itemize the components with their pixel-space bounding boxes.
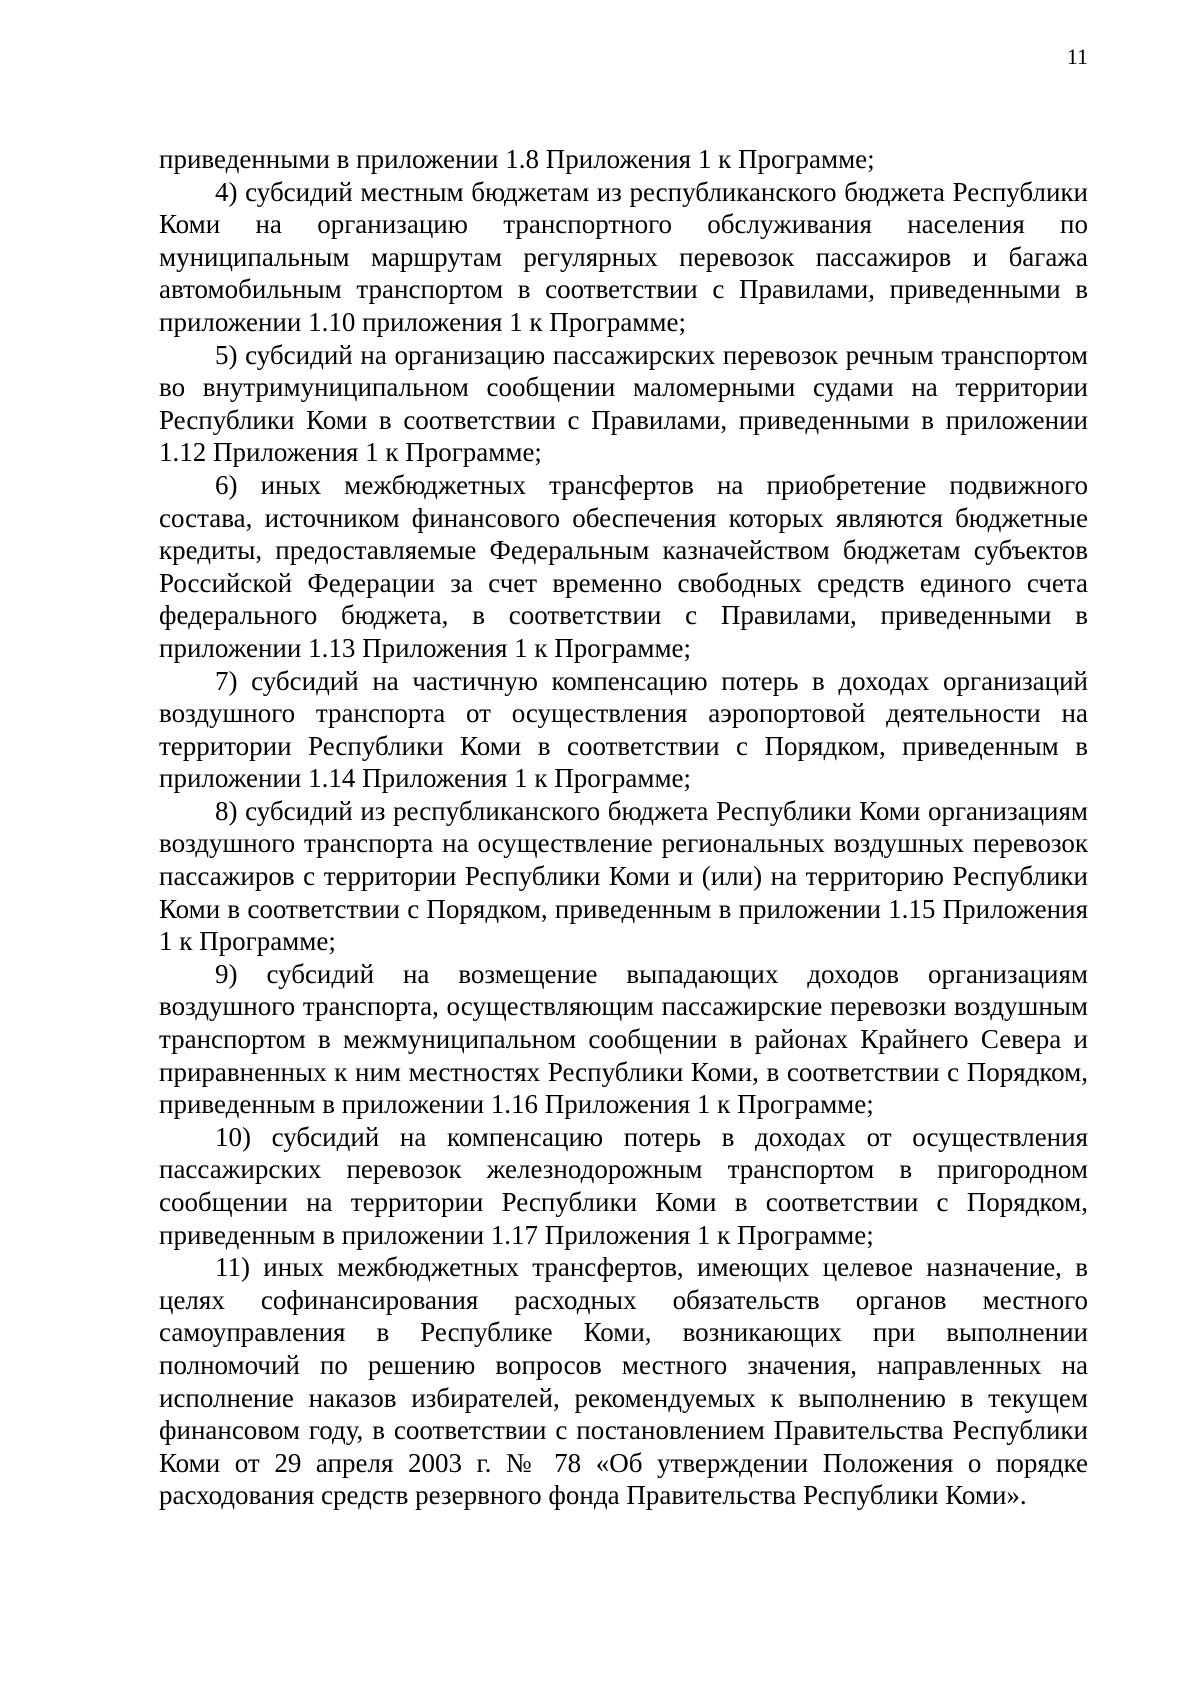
list-item-7: 7) субсидий на частичную компенсацию потерь в доходах организаций воздушного транспорта от осуществления аэропортовой деятельности на территории Республики Коми в соответствии с Порядком, приведенным в приложении 1.14 Приложения 1 к Программе;: [159, 665, 1088, 794]
document-body: [159, 143, 1088, 1512]
list-item-9: 9) субсидий на возмещение выпадающих доходов организациям воздушного транспорта, осуществляющим пассажирские перевозки воздушным транспортом в межмуниципальном сообщении в районах Крайнего Севера и приравненных к ним местностях Республики Коми, в соответствии с Порядком, приведенным в приложении 1.16 Приложения 1 к Программе;: [159, 958, 1088, 1120]
list-item-6: 6) иных межбюджетных трансфертов на приобретение подвижного состава, источником финансового обеспечения которых являются бюджетные кредиты, предоставляемые Федеральным казначейством бюджетам субъектов Российской Федерации за счет временно свободных средств единого счета федерального бюджета, в соответствии с Правилами, приведенными в приложении 1.13 Приложения 1 к Программе;: [159, 469, 1088, 663]
list-item-4: 4) субсидий местным бюджетам из республиканского бюджета Республики Коми на организацию транспортного обслуживания населения по муниципальным маршрутам регулярных перевозок пассажиров и багажа автомобильным транспортом в соответствии с Правилами, приведенными в приложении 1.10 приложения 1 к Программе;: [159, 176, 1088, 337]
paragraph-continuation: приведенными в приложении 1.8 Приложения 1 к Программе;: [159, 144, 875, 174]
list-item-11: 11) иных межбюджетных трансфертов, имеющих целевое назначение, в целях софинансирования расходных обязательств органов местного самоуправления в Республике Коми, возникающих при выполнении полномочий по решению вопросов местного значения, направленных на исполнение наказов избирателей, рекомендуемых к выполнению в текущем финансовом году, в соответствии с постановлением Правительства Республики Коми от 29 апреля 2003 г. № 78 «Об утверждении Положения о порядке расходования средств резервного фонда Правительства Республики Коми».: [159, 1252, 1088, 1511]
list-item-8: 8) субсидий из республиканского бюджета Республики Коми организациям воздушного транспорта на осуществление региональных воздушных перевозок пассажиров с территории Республики Коми и (или) на территорию Республики Коми в соответствии с Порядком, приведенным в приложении 1.15 Приложения 1 к Программе;: [159, 795, 1088, 957]
list-item-10: 10) субсидий на компенсацию потерь в доходах от осуществления пассажирских перевозок железнодорожным транспортом в пригородном сообщении на территории Республики Коми в соответствии с Порядком, приведенным в приложении 1.17 Приложения 1 к Программе;: [159, 1121, 1088, 1250]
list-item-5: 5) субсидий на организацию пассажирских перевозок речным транспортом во внутримуниципальном сообщении маломерными судами на территории Республики Коми в соответствии с Правилами, приведенными в приложении 1.12 Приложения 1 к Программе;: [159, 339, 1088, 468]
page-number: 11: [1066, 44, 1088, 69]
